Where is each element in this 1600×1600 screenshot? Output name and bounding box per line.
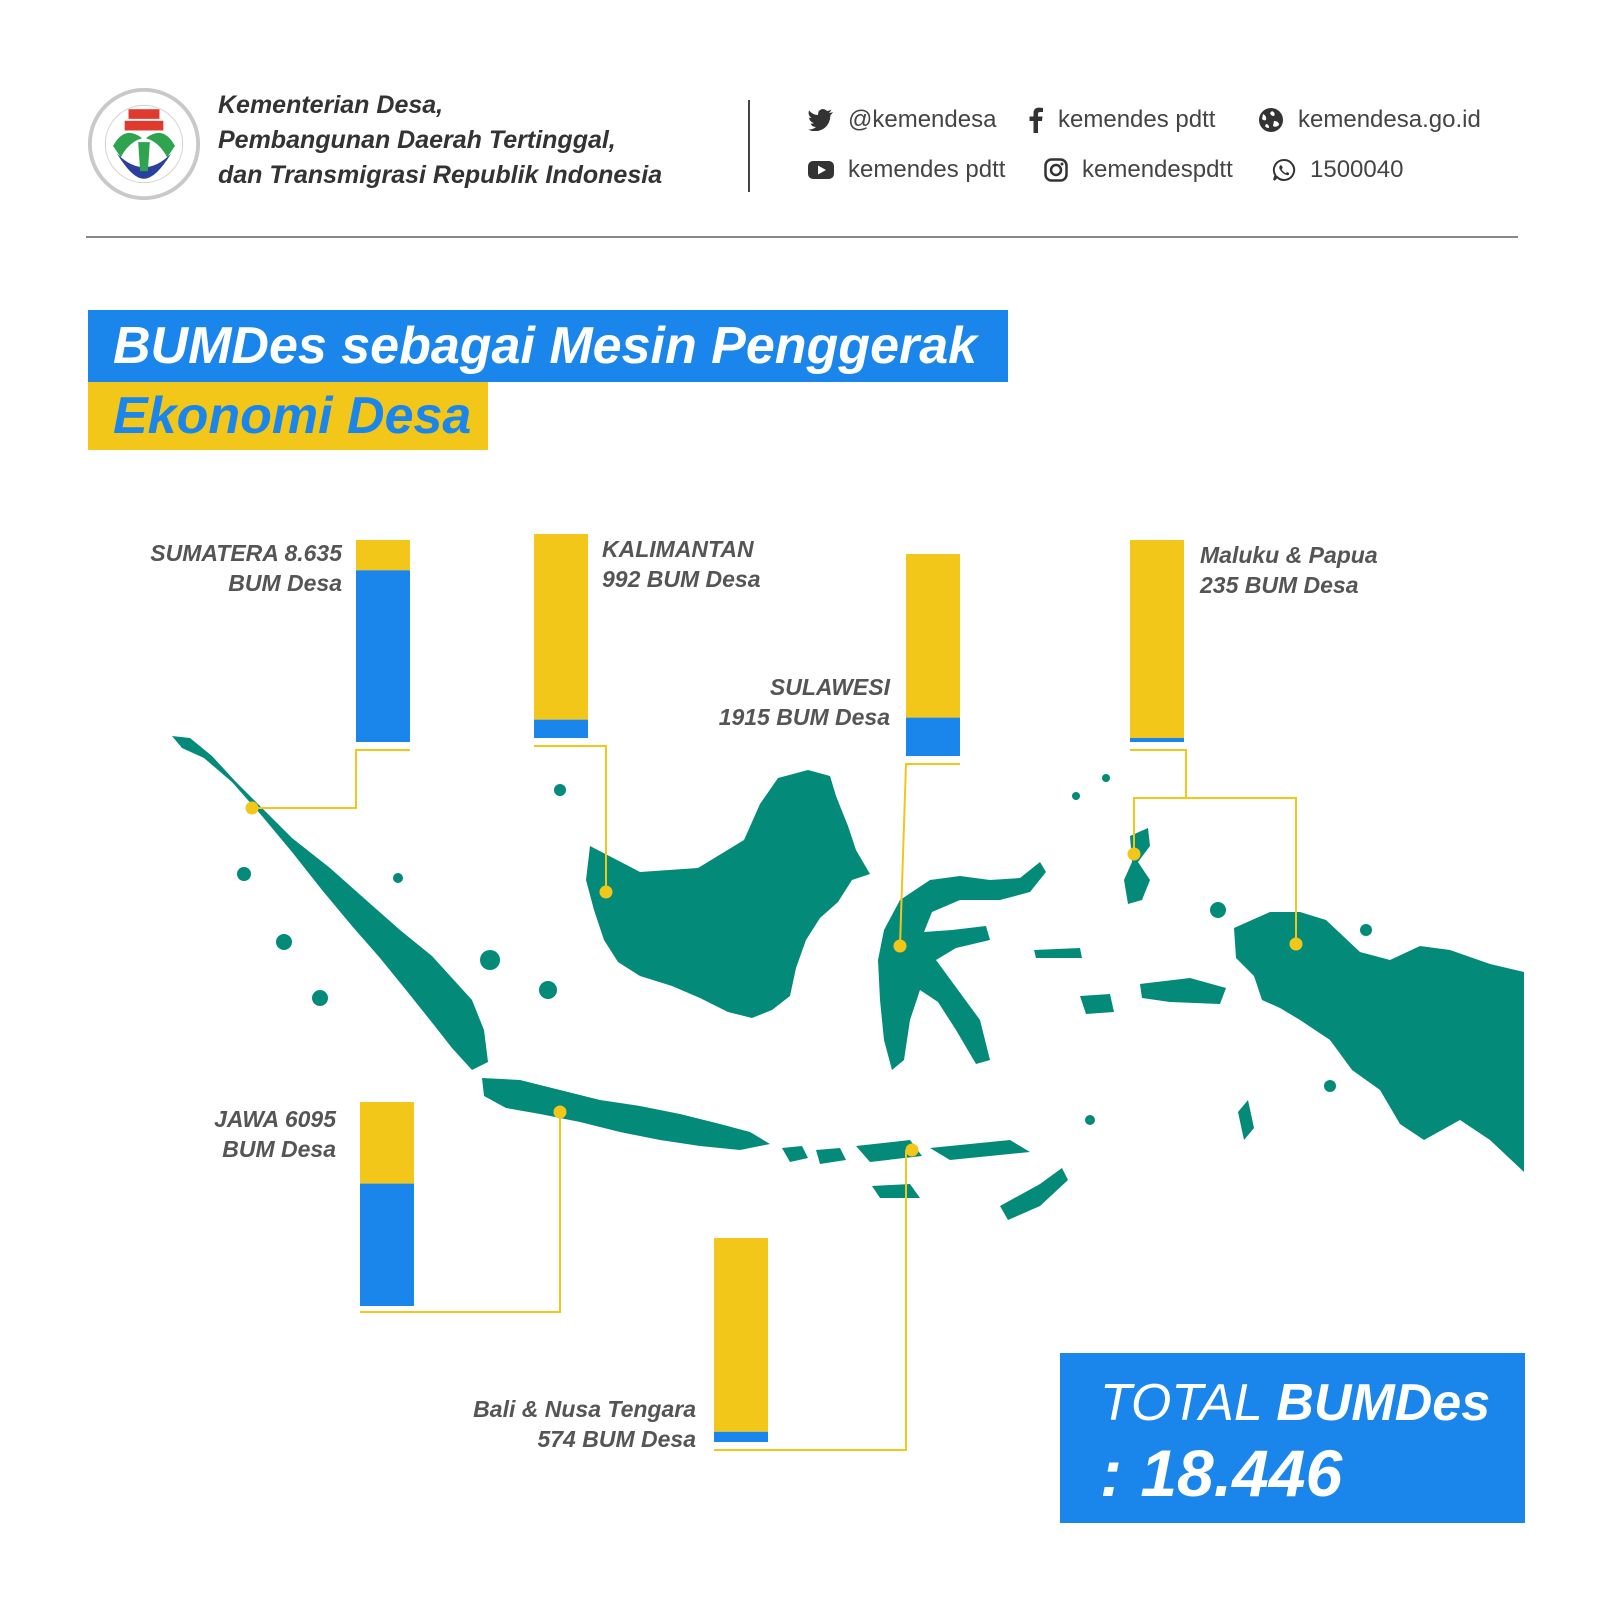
- island-sumatera: [172, 736, 488, 1070]
- island-timor: [1000, 1168, 1068, 1220]
- bar-sulawesi-yellow: [906, 554, 960, 718]
- connector-sumatera: [252, 750, 410, 808]
- island-buru: [1080, 994, 1114, 1014]
- island-tanimbar: [1238, 1100, 1254, 1140]
- island-small: [1210, 902, 1226, 918]
- region-label-kalimantan: [602, 534, 761, 594]
- region-label-kalimantan-line2: 992 BUM Desa: [602, 566, 761, 592]
- total-label: [1100, 1373, 1490, 1433]
- island-bangka: [480, 950, 500, 970]
- whatsapp-number: 1500040: [1310, 156, 1404, 183]
- bar-sumatera-blue: [356, 570, 410, 742]
- island-small: [1360, 924, 1372, 936]
- region-label-sumatera: [150, 538, 342, 598]
- island-small: [237, 867, 251, 881]
- bar-maluku_papua-yellow: [1130, 540, 1184, 738]
- bar-kalimantan-blue: [534, 720, 588, 738]
- marker-dot-sumatera: [246, 802, 259, 815]
- bar-sumatera-yellow: [356, 540, 410, 570]
- total-value: : 18.446: [1100, 1436, 1343, 1510]
- region-label-sumatera-line2: BUM Desa: [228, 570, 342, 596]
- island-seram: [1140, 978, 1226, 1004]
- total-label-bold: BUMDes: [1276, 1374, 1491, 1432]
- region-label-bali-nusa-tenggara-line1: Bali & Nusa Tengara: [473, 1396, 696, 1422]
- island-sulawesi: [878, 862, 1046, 1070]
- marker-dot-bali_nusa_tenggara: [906, 1144, 919, 1157]
- bar-jawa-yellow: [360, 1102, 414, 1184]
- bar-sulawesi-blue: [906, 718, 960, 756]
- region-label-maluku-papua-line2: 235 BUM Desa: [1200, 572, 1359, 598]
- total-label-prefix: TOTAL: [1100, 1374, 1262, 1432]
- bar-maluku_papua-blue: [1130, 738, 1184, 742]
- island-sula: [1034, 948, 1082, 958]
- region-label-jawa-line2: BUM Desa: [222, 1136, 336, 1162]
- island-halmahera: [1124, 828, 1150, 904]
- bar-jawa-blue: [360, 1184, 414, 1306]
- island-small: [1102, 774, 1110, 782]
- marker-dot-sulawesi: [894, 940, 907, 953]
- region-label-kalimantan-line1: KALIMANTAN: [602, 536, 754, 562]
- instagram-handle: kemendespdtt: [1082, 156, 1233, 183]
- island-flores: [930, 1140, 1030, 1160]
- ministry-name-line3: dan Transmigrasi Republik Indonesia: [218, 161, 663, 189]
- facebook-handle: kemendes pdtt: [1058, 106, 1216, 133]
- island-small: [1324, 1080, 1336, 1092]
- island-jawa: [482, 1078, 770, 1150]
- region-label-sulawesi: [719, 672, 890, 732]
- region-label-sumatera-line1: SUMATERA 8.635: [150, 540, 342, 566]
- bar-kalimantan-yellow: [534, 534, 588, 720]
- region-label-bali-nusa-tenggara: [473, 1394, 696, 1454]
- twitter-handle: @kemendesa: [848, 106, 997, 133]
- island-small: [393, 873, 403, 883]
- website-url: kemendesa.go.id: [1298, 106, 1481, 133]
- region-label-maluku-papua-line1: Maluku & Papua: [1200, 542, 1378, 568]
- region-label-maluku-papua: [1200, 540, 1378, 600]
- island-small: [312, 990, 328, 1006]
- page-title-line2: Ekonomi Desa: [113, 387, 472, 445]
- page-title-line1: BUMDes sebagai Mesin Penggerak: [113, 317, 978, 375]
- region-label-bali-nusa-tenggara-line2: 574 BUM Desa: [537, 1426, 696, 1452]
- marker-dot-kalimantan: [600, 886, 613, 899]
- island-small: [276, 934, 292, 950]
- bar-bali_nusa_tenggara-blue: [714, 1432, 768, 1442]
- island-sumba: [872, 1184, 920, 1198]
- island-papua: [1234, 912, 1524, 1172]
- ministry-name-line1: Kementerian Desa,: [218, 91, 444, 119]
- bar-bali_nusa_tenggara-yellow: [714, 1238, 768, 1432]
- region-label-sulawesi-line1: SULAWESI: [769, 674, 890, 700]
- island-kalimantan: [586, 770, 870, 1018]
- youtube-channel: kemendes pdtt: [848, 156, 1006, 183]
- marker-dot-maluku_papua-2: [1290, 938, 1303, 951]
- marker-dot-jawa: [554, 1106, 567, 1119]
- total-box: [1060, 1353, 1525, 1523]
- island-small: [1085, 1115, 1095, 1125]
- region-label-jawa: [214, 1104, 336, 1164]
- region-label-sulawesi-line2: 1915 BUM Desa: [718, 704, 890, 730]
- island-small: [1072, 792, 1080, 800]
- island-small: [539, 981, 557, 999]
- region-label-jawa-line1: JAWA 6095: [214, 1106, 336, 1132]
- island-bali: [782, 1146, 808, 1162]
- island-lombok: [816, 1148, 846, 1164]
- island-small: [554, 784, 566, 796]
- marker-dot-maluku_papua: [1128, 848, 1141, 861]
- ministry-name-line2: Pembangunan Daerah Tertinggal,: [218, 126, 616, 154]
